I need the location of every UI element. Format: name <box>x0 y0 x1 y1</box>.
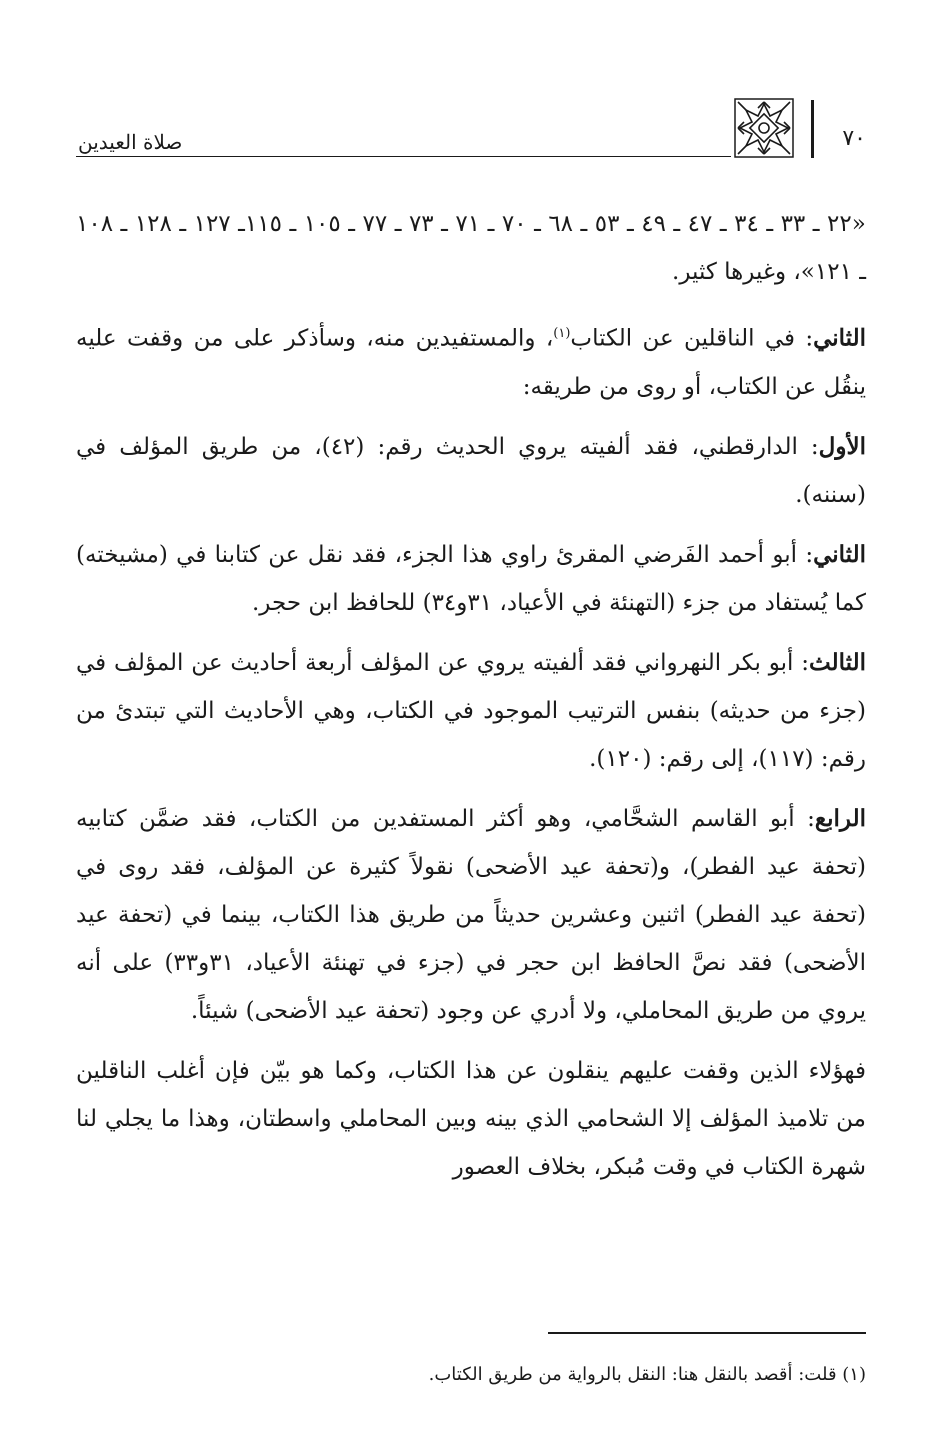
main-text <box>76 200 866 1203</box>
page-header <box>76 96 866 162</box>
paragraph-3-lead: الأول <box>818 432 866 460</box>
paragraph-6-lead: الرابع <box>814 804 866 832</box>
paragraph-2-lead: الثاني <box>813 324 867 352</box>
paragraph-4-lead: الثاني <box>813 540 866 568</box>
footnote-marker[interactable]: (١) <box>553 326 571 341</box>
running-title: صلاة العيدين <box>78 130 183 154</box>
paragraph-5-lead: الثالث <box>809 648 866 676</box>
page-number: ٧٠ <box>842 126 866 151</box>
paragraph-5-text: : أبو بكر النهرواني فقد ألفيته يروي عن المؤلف أربعة أحاديث عن المؤلف في (جزء من حديثه) بنفس الترتيب الموجود في الكتاب، وهي الأحاديث التي تبتدئ من رقم: (١١٧)، إلى رقم: (١٢٠). <box>76 649 866 772</box>
paragraph-2 <box>76 310 866 411</box>
paragraph-4-text: : أبو أحمد الفَرضي المقرئ راوي هذا الجزء، فقد نقل عن كتابنا في (مشيخته) كما يُستفاد من جزء (التهنئة في الأعياد، ٣١و٣٤) للحافظ ابن حجر. <box>76 541 866 616</box>
header-separator <box>811 100 814 158</box>
paragraph-3 <box>76 423 866 519</box>
paragraph-1: «٢٢ ـ ٣٣ ـ ٣٤ ـ ٤٧ ـ ٤٩ ـ ٥٣ ـ ٦٨ ـ ٧٠ ـ ٧١ ـ ٧٣ ـ ٧٧ ـ ١٠٥ ـ ١١٥ـ ١٢٧ ـ ١٢٨ ـ ١٠٨ ـ ١٢١»، وغيرها كثير. <box>76 211 866 285</box>
geometric-ornament-icon <box>734 98 794 158</box>
paragraph-6 <box>76 795 866 1035</box>
header-rule <box>76 156 731 157</box>
paragraph-4 <box>76 531 866 627</box>
paragraph-7: فهؤلاء الذين وقفت عليهم ينقلون عن هذا الكتاب، وكما هو بيّن فإن أغلب الناقلين من تلاميذ المؤلف إلا الشحامي الذي بينه وبين المحاملي واسطتان، وهذا ما يجلي لنا شهرة الكتاب في وقت مُبكر، بخلاف العصور <box>76 1057 866 1180</box>
paragraph-5 <box>76 639 866 783</box>
footnote-rule <box>548 1332 866 1334</box>
paragraph-3-text: : الدارقطني، فقد ألفيته يروي الحديث رقم: (٤٢)، من طريق المؤلف في (سننه). <box>76 433 866 508</box>
paragraph-2-text-a: : في الناقلين عن الكتاب <box>570 325 814 352</box>
footnote: (١) قلت: أقصد بالنقل هنا: النقل بالرواية من طريق الكتاب. <box>428 1364 866 1385</box>
paragraph-6-text: : أبو القاسم الشحَّامي، وهو أكثر المستفدين من الكتاب، فقد ضمَّن كتابيه (تحفة عيد الفطر)، و(تحفة عيد الأضحى) نقولاً كثيرة عن المؤلف، فقد روى في (تحفة عيد الفطر) اثنين وعشرين حديثاً من طريق هذا الكتاب، بينما في (تحفة عيد الأضحى) فقد نصَّ الحافظ ابن حجر في (جزء في تهنئة الأعياد، ٣١و٣٣) على أنه يروي من طريق المحاملي، ولا أدري عن وجود (تحفة عيد الأضحى) شيئاً. <box>76 805 866 1024</box>
paragraph-2-text-b: ، والمستفيدين منه، وسأذكر على من وقفت عليه ينقُل عن الكتاب، أو روى من طريقه: <box>76 325 866 400</box>
